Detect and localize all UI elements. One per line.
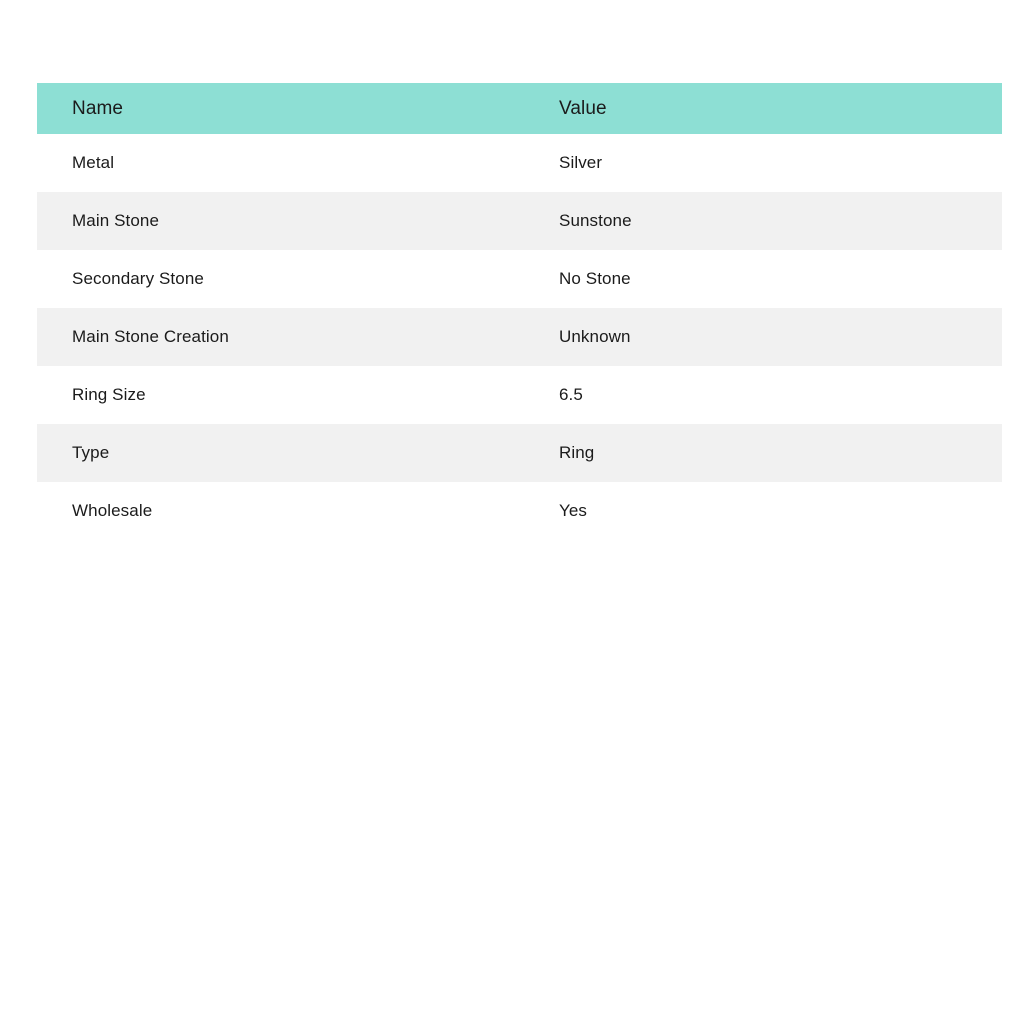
- cell-value: 6.5: [524, 366, 1002, 424]
- cell-name: Secondary Stone: [37, 250, 524, 308]
- cell-name: Wholesale: [37, 482, 524, 540]
- column-header-value: Value: [524, 83, 1002, 134]
- cell-name: Metal: [37, 134, 524, 192]
- table-row: [37, 250, 1002, 308]
- table-row: [37, 308, 1002, 366]
- cell-value: Unknown: [524, 308, 1002, 366]
- cell-value: No Stone: [524, 250, 1002, 308]
- cell-name: Type: [37, 424, 524, 482]
- table-row: [37, 482, 1002, 540]
- cell-value: Yes: [524, 482, 1002, 540]
- table-row: [37, 366, 1002, 424]
- cell-value: Ring: [524, 424, 1002, 482]
- cell-name: Main Stone: [37, 192, 524, 250]
- column-header-name: Name: [37, 83, 524, 134]
- table-row: [37, 192, 1002, 250]
- cell-name: Main Stone Creation: [37, 308, 524, 366]
- cell-value: Silver: [524, 134, 1002, 192]
- table-body: [37, 134, 1002, 540]
- table-row: [37, 134, 1002, 192]
- cell-value: Sunstone: [524, 192, 1002, 250]
- table-header: [37, 83, 1002, 134]
- table-row: [37, 424, 1002, 482]
- product-specifications-table: [37, 83, 1002, 540]
- cell-name: Ring Size: [37, 366, 524, 424]
- table-header-row: [37, 83, 1002, 134]
